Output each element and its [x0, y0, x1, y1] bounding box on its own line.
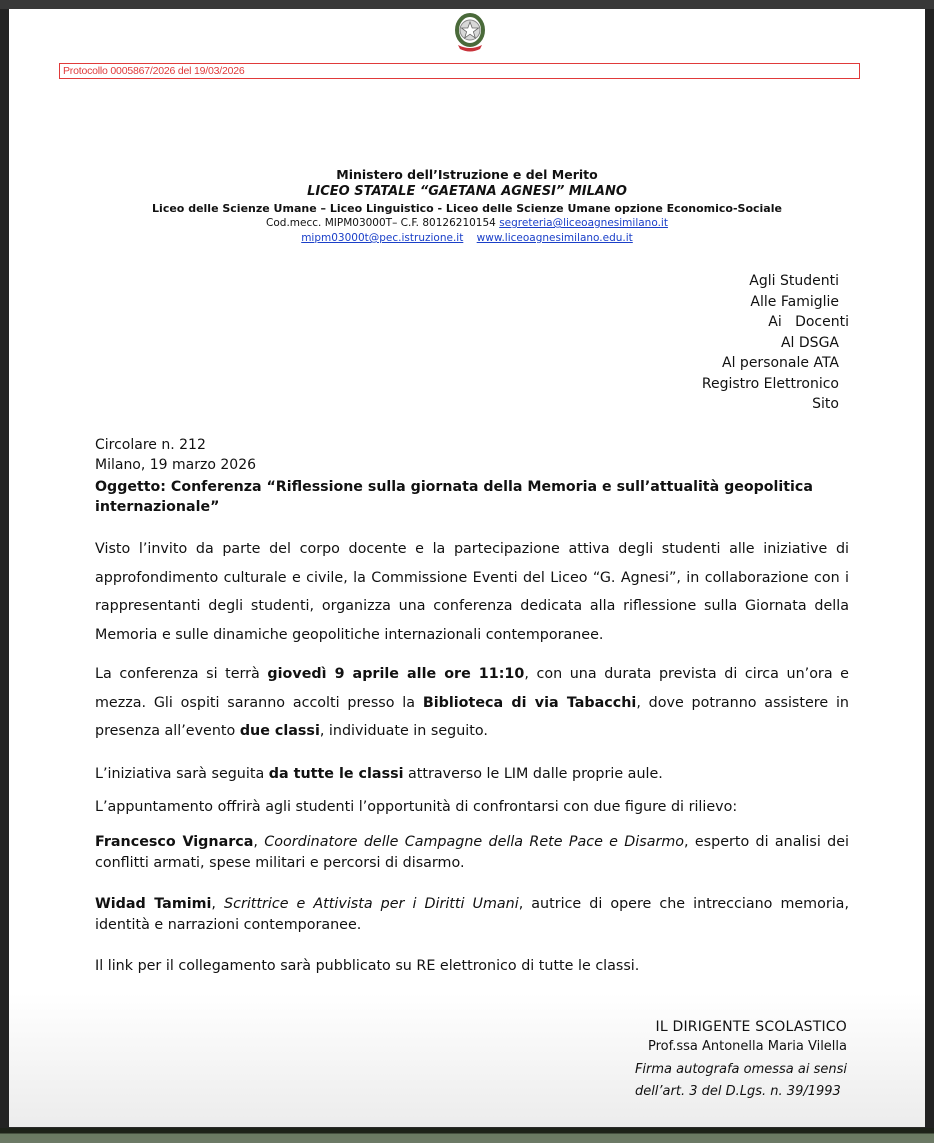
circular-number: Circolare n. 212 [95, 437, 206, 453]
paragraph-link-info: Il link per il collegamento sarà pubblicato su RE elettronico di tutte le classi. [95, 958, 640, 974]
protocol-stamp: Protocollo 0005867/2026 del 19/03/2026 [59, 63, 860, 79]
school-codes-line [9, 216, 925, 231]
school-courses: Liceo delle Scienze Umane – Liceo Linguistico - Liceo delle Scienze Umane opzione Economico-Sociale [152, 202, 782, 215]
signer-name: Prof.ssa Antonella Maria Vilella [647, 1039, 847, 1054]
recipient: Al DSGA [780, 334, 839, 351]
speaker-entry: Francesco Vignarca, Coordinatore delle Campagne della Rete Pace e Disarmo, esperto di analisi dei conflitti armati, spese militari e percorsi di disarmo. [95, 834, 849, 871]
event-location: Biblioteca di via Tabacchi [422, 694, 637, 711]
desktop-background-strip [0, 1128, 934, 1143]
text: , con una durata prevista di circa un’ora e mezza. Gli ospiti saranno accolti presso la [95, 666, 849, 711]
signature-note: Firma autografa omessa ai sensi [634, 1062, 847, 1077]
italian-republic-emblem-icon [452, 11, 488, 55]
viewer-top-bar [0, 0, 934, 9]
paragraph-speakers-intro: L’appuntamento offrirà agli studenti l’opportunità di confrontarsi con due figure di rilievo: [95, 799, 738, 815]
signer-title: IL DIRIGENTE SCOLASTICO [655, 1019, 847, 1035]
contacts-line [9, 231, 925, 246]
speaker-role: Coordinatore delle Campagne della Rete Pace e Disarmo [264, 834, 685, 850]
speaker-role: Scrittrice e Attivista per i Diritti Umani [224, 896, 519, 912]
paragraph-participation [95, 764, 849, 784]
recipient: Agli Studenti [749, 273, 839, 289]
school-name: LICEO STATALE “GAETANA AGNESI” MILANO [307, 184, 627, 199]
signature-note: dell’art. 3 del D.Lgs. n. 39/1993 [634, 1084, 841, 1099]
recipient: Al personale ATA [722, 355, 839, 371]
recipient: Alle Famiglie [750, 293, 839, 310]
event-date: giovedì 9 aprile alle ore 11:10 [267, 666, 525, 682]
recipient: Registro Elettronico [701, 375, 839, 392]
text: , dove potranno assistere in presenza all’evento [95, 694, 849, 740]
recipient: Ai Docenti [768, 314, 849, 330]
text: La conferenza si terrà [95, 666, 268, 682]
all-classes: da tutte le classi [268, 766, 404, 782]
speaker-entry: Widad Tamimi, Scrittrice e Attivista per i Diritti Umani, autrice di opere che intrecciano memoria, identità e narrazioni contemporanee. [95, 896, 849, 933]
pec-link[interactable]: mipm03000t@pec.istruzione.it [301, 232, 464, 244]
ministry-name: Ministero dell’Istruzione e del Merito [336, 167, 598, 182]
viewer-left-edge [0, 9, 9, 1134]
text: attraverso le LIM dalle proprie aule. [403, 766, 663, 782]
paragraph-intro: Visto l’invito da parte del corpo docente e la partecipazione attiva degli studenti alle iniziative di approfondimento culturale e civile, la Commissione Eventi del Liceo “G. Agnesi”, in collaborazione con i rappresentanti degli studenti, organizza una conferenza dedicata alla riflessione sulla Giornata della Memoria e sulle dinamiche geopolitiche internazionali contemporanee. [95, 541, 849, 643]
recipient: Sito [812, 396, 839, 412]
recipients-list [701, 271, 849, 415]
speaker-description: , autrice di opere che intrecciano memoria, identità e narrazioni contemporanee. [95, 896, 849, 933]
circular-date: Milano, 19 marzo 2026 [95, 457, 257, 473]
speaker-description: , esperto di analisi dei conflitti armati, spese militari e percorsi di disarmo. [95, 834, 849, 871]
text: L’iniziativa sarà seguita [95, 766, 269, 782]
email-link[interactable]: segreteria@liceoagnesimilano.it [499, 217, 668, 229]
circular-subject: Oggetto: Conferenza “Riflessione sulla giornata della Memoria e sull’attualità geopolitica internazionale” [95, 479, 813, 515]
paragraph-schedule [95, 660, 849, 746]
signature-block [631, 1017, 847, 1103]
text: , individuate in seguito. [319, 723, 488, 740]
viewer-right-edge [925, 9, 934, 1134]
letterhead [9, 166, 925, 246]
website-link[interactable]: www.liceoagnesimilano.edu.it [476, 232, 633, 244]
speaker-name: Widad Tamimi [95, 896, 212, 912]
attending-classes: due classi [239, 723, 320, 740]
speaker-name: Francesco Vignarca [95, 834, 254, 850]
school-codes: Cod.mecc. MIPM03000T– C.F. 80126210154 [266, 217, 496, 229]
circular-meta [95, 435, 256, 475]
document-page [9, 9, 925, 1127]
